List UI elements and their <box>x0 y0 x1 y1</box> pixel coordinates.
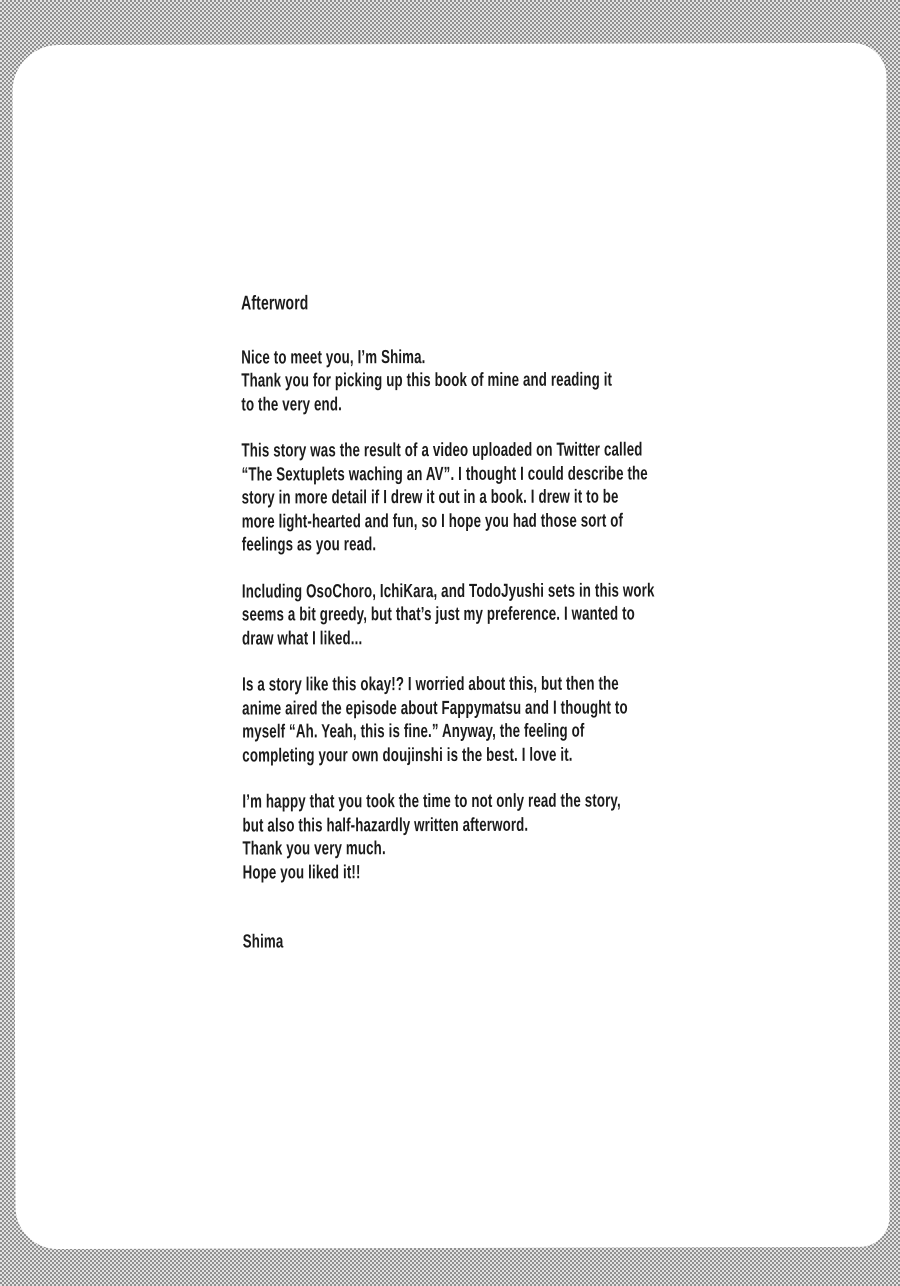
afterword-text-block <box>241 291 747 954</box>
afterword-paragraph-worries: Is a story like this okay!? I worried about this, but then the anime aired the episode about Fappymatsu and I thought to myself “Ah. Yeah, this is fine.” Anyway, the feeling of completing your own doujinshi is the best. I love it. <box>242 673 628 767</box>
afterword-paragraph-thanks: I’m happy that you took the time to not only read the story, but also this half-hazardly written afterword. Thank you very much. Hope you liked it!! <box>242 790 621 884</box>
afterword-paragraph-story-origin: This story was the result of a video uploaded on Twitter called “The Sextuplets waching an AV”. I thought I could describe the story in more detail if I drew it out in a book. I drew it to be more light-hearted and fun, so I hope you had those sort of feelings as you read. <box>241 439 648 556</box>
afterword-paragraph-pairings: Including OsoChoro, IchiKara, and TodoJyushi sets in this work seems a bit greedy, but that’s just my preference. I wanted to draw what I liked... <box>241 579 655 650</box>
author-signature: Shima <box>242 931 284 953</box>
afterword-title: Afterword <box>241 292 309 315</box>
afterword-paragraph-greeting: Nice to meet you, I’m Shima. Thank you for picking up this book of mine and reading it to the very end. <box>241 346 613 416</box>
paper-page <box>12 43 889 1249</box>
